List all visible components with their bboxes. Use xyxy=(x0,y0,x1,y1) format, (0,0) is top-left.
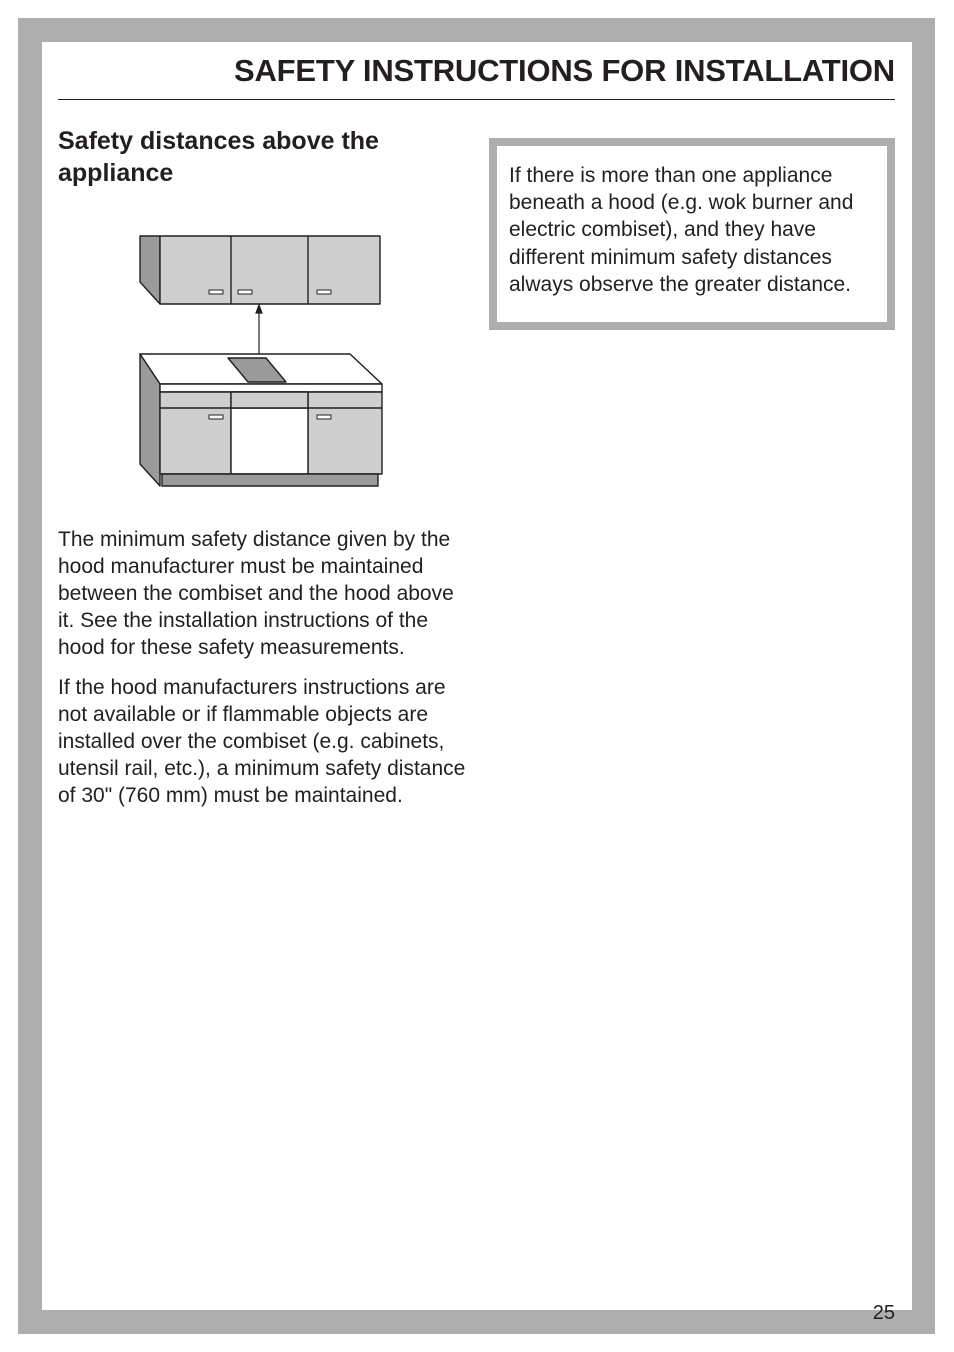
paragraph-fallback-distance: If the hood manufacturers instructions are not available or if flammable objects are installed over the combiset (e.g. cabinets, utensil rail, etc.), a minimum safety distance of 30" (760 mm) must be maintained. xyxy=(58,676,466,807)
note-text: If there is more than one appliance beneath a hood (e.g. wok burner and electric combiset), and they have different minimum safety distances always observe the greater distance. xyxy=(497,146,887,322)
paragraph-minimum-distance: The minimum safety distance given by the hood manufacturer must be maintained between the combiset and the hood above it. See the installation instructions of the hood for these safety measurements. xyxy=(58,528,454,659)
page-title: SAFETY INSTRUCTIONS FOR INSTALLATION xyxy=(233,53,895,88)
note-box xyxy=(489,138,895,330)
section-heading: Safety distances above the appliance xyxy=(58,127,379,187)
header-divider xyxy=(58,99,895,100)
body-text xyxy=(58,526,470,822)
kitchen-cabinets-safety-distance-illustration xyxy=(130,228,390,493)
base-cabinet xyxy=(140,354,382,486)
wall-cabinet xyxy=(140,236,380,304)
page-number: 25 xyxy=(872,1302,895,1324)
